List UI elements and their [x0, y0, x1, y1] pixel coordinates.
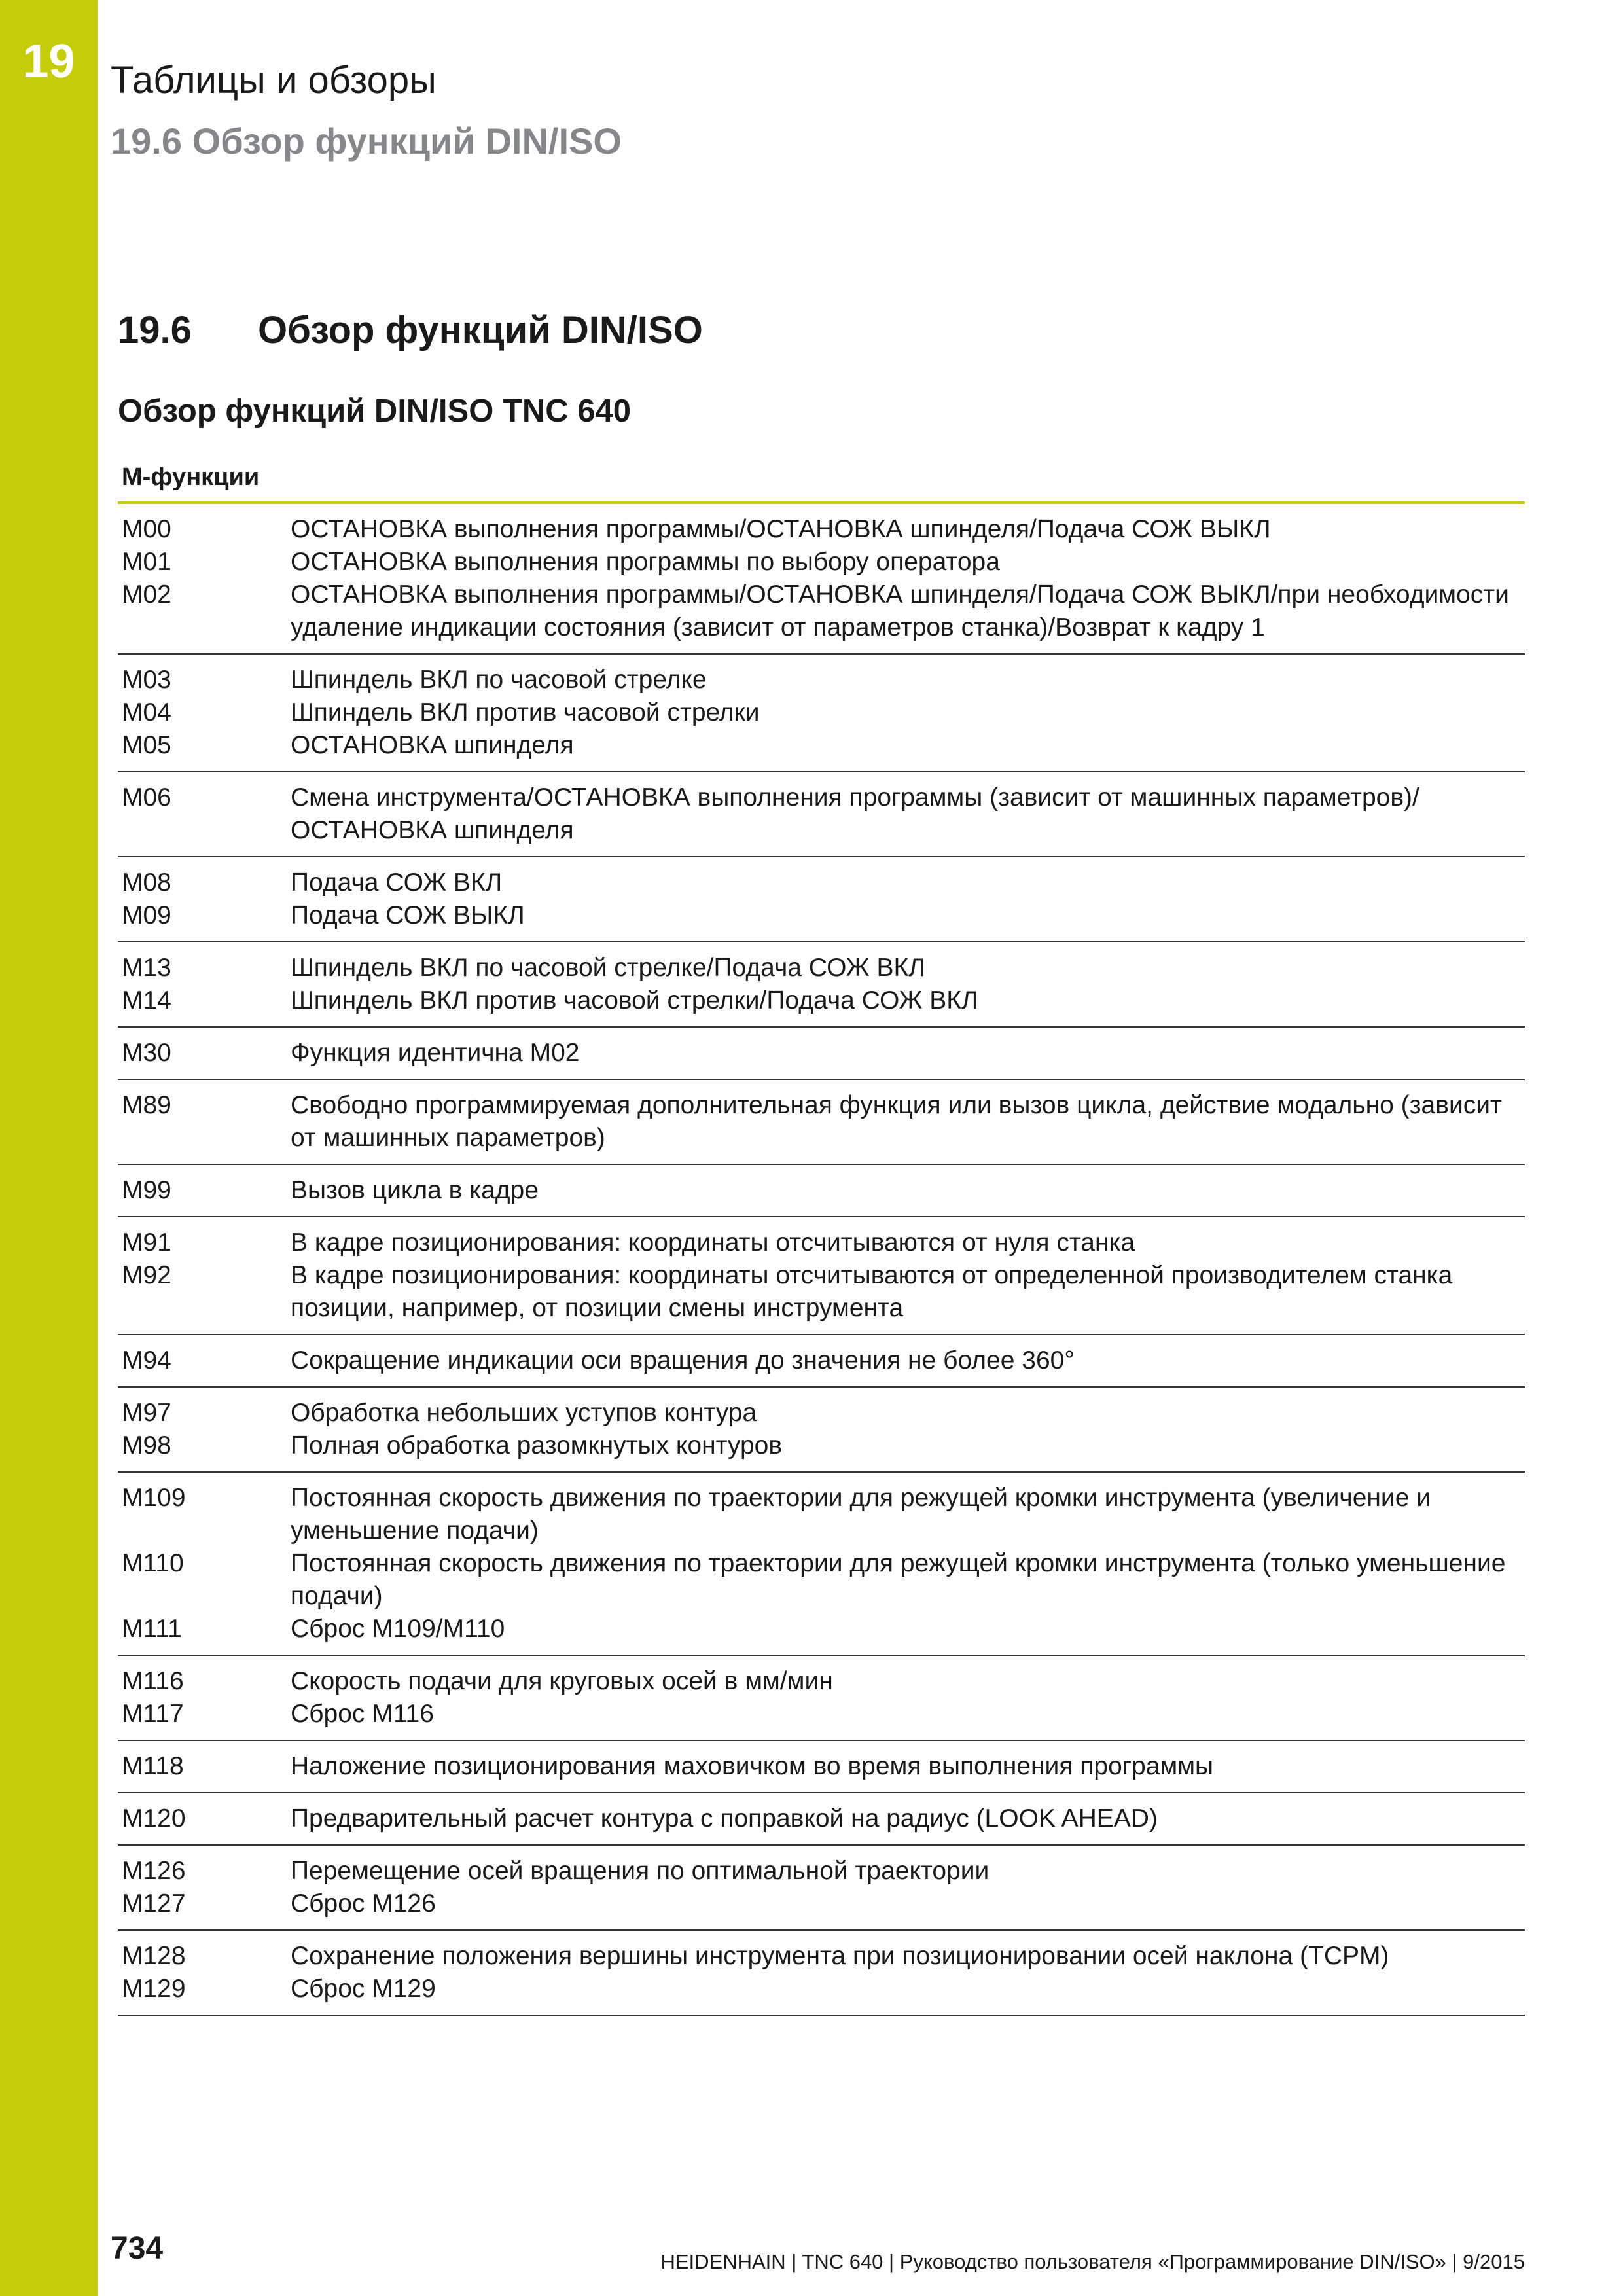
- m-function-description: ОСТАНОВКА шпинделя: [291, 731, 574, 759]
- table-row-group: [118, 1656, 1525, 1741]
- chapter-side-bar: [0, 0, 98, 2296]
- m-function-code: M14: [122, 986, 171, 1014]
- table-row-group: [118, 655, 1525, 772]
- table-row: [118, 546, 1525, 579]
- table-row: [118, 1344, 1525, 1377]
- m-function-code: M94: [122, 1346, 171, 1374]
- m-function-description: Шпиндель ВКЛ по часовой стрелке/Подача СОЖ ВКЛ: [291, 954, 925, 982]
- chapter-title: Таблицы и обзоры: [111, 59, 437, 101]
- table-row: [118, 579, 1525, 644]
- m-function-code: M13: [122, 954, 171, 982]
- table-row: [118, 1089, 1525, 1155]
- table-row-group: [118, 1388, 1525, 1473]
- m-function-description: Сброс M129: [291, 1975, 436, 2003]
- chapter-number: 19: [22, 35, 75, 88]
- m-function-code: M03: [122, 666, 171, 694]
- table-row: [118, 1613, 1525, 1645]
- m-function-code: M118: [122, 1752, 184, 1780]
- m-function-description: Обработка небольших уступов контура: [291, 1399, 757, 1427]
- m-function-code: M89: [122, 1091, 171, 1119]
- table-row-group: [118, 942, 1525, 1028]
- section-title: Обзор функций DIN/ISO: [258, 309, 703, 351]
- table-row-group: [118, 1846, 1525, 1931]
- m-function-code: M126: [122, 1857, 186, 1885]
- table-row-group: [118, 1793, 1525, 1846]
- m-function-code: M117: [122, 1700, 184, 1728]
- table-row: [118, 1750, 1525, 1783]
- table-row-group: [118, 504, 1525, 655]
- m-function-code: M00: [122, 515, 171, 543]
- footer-text: HEIDENHAIN | TNC 640 | Руководство пользователя «Программирование DIN/ISO» | 9/2015: [660, 2250, 1525, 2273]
- m-function-description: Сброс M126: [291, 1890, 436, 1918]
- table-row: [118, 1973, 1525, 2005]
- table-row: [118, 1698, 1525, 1731]
- subsection-heading: Обзор функций DIN/ISO TNC 640: [118, 393, 632, 429]
- table-row: [118, 1665, 1525, 1698]
- m-function-code: M97: [122, 1399, 171, 1427]
- table-row: [118, 1855, 1525, 1888]
- m-function-code: M127: [122, 1890, 186, 1918]
- m-function-description: Скорость подачи для круговых осей в мм/мин: [291, 1667, 833, 1695]
- table-row: [118, 1397, 1525, 1429]
- table-row-group: [118, 1028, 1525, 1080]
- m-function-code: M99: [122, 1176, 171, 1204]
- m-function-code: M05: [122, 731, 171, 759]
- table-row: [118, 664, 1525, 696]
- m-function-description: Функция идентична M02: [291, 1039, 580, 1067]
- table-row: [118, 1482, 1525, 1547]
- page-number: 734: [111, 2231, 164, 2266]
- m-function-description: Свободно программируемая дополнительная функция или вызов цикла, действие модально (зависит от машинных параметров): [291, 1091, 1502, 1152]
- m-function-code: M01: [122, 548, 171, 576]
- table-row: [118, 1259, 1525, 1325]
- m-function-description: Подача СОЖ ВКЛ: [291, 869, 503, 897]
- m-function-code: M08: [122, 869, 171, 897]
- table-row-group: [118, 857, 1525, 942]
- table-row: [118, 729, 1525, 762]
- m-function-description: Шпиндель ВКЛ по часовой стрелке: [291, 666, 707, 694]
- table-row-group: [118, 1741, 1525, 1793]
- m-function-code: M116: [122, 1667, 184, 1695]
- table-row-group: [118, 772, 1525, 857]
- m-function-code: M128: [122, 1942, 186, 1970]
- table-row: [118, 952, 1525, 984]
- table-body: [118, 504, 1525, 2016]
- table-row: [118, 1174, 1525, 1207]
- table-row-group: [118, 1165, 1525, 1217]
- m-function-code: M111: [122, 1615, 182, 1643]
- table-row-group: [118, 1335, 1525, 1388]
- m-function-code: M92: [122, 1261, 171, 1289]
- m-function-description: В кадре позиционирования: координаты отсчитываются от определенной производителем станка позиции, например, от позиции смены инструмента: [291, 1261, 1453, 1322]
- m-function-description: Сброс M109/M110: [291, 1615, 505, 1643]
- m-function-description: Сохранение положения вершины инструмента при позиционировании осей наклона (TCPM): [291, 1942, 1389, 1970]
- table-row: [118, 899, 1525, 932]
- m-function-description: Шпиндель ВКЛ против часовой стрелки/Подача СОЖ ВКЛ: [291, 986, 978, 1014]
- m-function-code: M09: [122, 901, 171, 929]
- table-row: [118, 1803, 1525, 1835]
- m-function-description: Вызов цикла в кадре: [291, 1176, 539, 1204]
- m-functions-table: [118, 458, 1525, 2016]
- m-function-description: В кадре позиционирования: координаты отсчитываются от нуля станка: [291, 1229, 1135, 1257]
- m-function-code: M110: [122, 1549, 184, 1577]
- m-function-description: Постоянная скорость движения по траектории для режущей кромки инструмента (увеличение и уменьшение подачи): [291, 1484, 1431, 1545]
- m-function-description: Полная обработка разомкнутых контуров: [291, 1431, 783, 1460]
- m-function-description: Предварительный расчет контура с поправкой на радиус (LOOK AHEAD): [291, 1804, 1158, 1833]
- table-row: [118, 781, 1525, 847]
- m-function-description: Перемещение осей вращения по оптимальной траектории: [291, 1857, 990, 1885]
- table-row-group: [118, 1080, 1525, 1165]
- table-row: [118, 867, 1525, 899]
- m-function-description: Постоянная скорость движения по траектории для режущей кромки инструмента (только уменьшение подачи): [291, 1549, 1506, 1610]
- table-row: [118, 1547, 1525, 1613]
- m-function-code: M30: [122, 1039, 171, 1067]
- table-row-group: [118, 1931, 1525, 2016]
- table-row: [118, 1227, 1525, 1259]
- table-row: [118, 1429, 1525, 1462]
- m-function-code: M129: [122, 1975, 186, 2003]
- m-function-code: M120: [122, 1804, 186, 1833]
- m-function-code: M02: [122, 581, 171, 609]
- section-number: 19.6: [118, 309, 192, 351]
- m-function-description: Сброс M116: [291, 1700, 434, 1728]
- m-function-code: M91: [122, 1229, 171, 1257]
- m-function-description: ОСТАНОВКА выполнения программы/ОСТАНОВКА шпинделя/Подача СОЖ ВЫКЛ: [291, 515, 1271, 543]
- table-row-group: [118, 1217, 1525, 1335]
- table-row: [118, 1888, 1525, 1920]
- table-row: [118, 984, 1525, 1017]
- chapter-subtitle: 19.6 Обзор функций DIN/ISO: [111, 120, 622, 162]
- table-row-group: [118, 1473, 1525, 1656]
- table-row: [118, 696, 1525, 729]
- table-row: [118, 1940, 1525, 1973]
- table-header: M-функции: [118, 458, 1525, 504]
- section-heading: [118, 309, 703, 351]
- m-function-description: Шпиндель ВКЛ против часовой стрелки: [291, 698, 760, 726]
- m-function-code: M98: [122, 1431, 171, 1460]
- m-function-code: M06: [122, 783, 171, 812]
- table-row: [118, 513, 1525, 546]
- m-function-description: ОСТАНОВКА выполнения программы по выбору оператора: [291, 548, 1000, 576]
- m-function-code: M109: [122, 1484, 186, 1512]
- m-function-description: Сокращение индикации оси вращения до значения не более 360°: [291, 1346, 1075, 1374]
- m-function-description: Подача СОЖ ВЫКЛ: [291, 901, 525, 929]
- m-function-description: Смена инструмента/ОСТАНОВКА выполнения программы (зависит от машинных параметров)/ОСТАНОВКА шпинделя: [291, 783, 1419, 844]
- m-function-description: Наложение позиционирования маховичком во время выполнения программы: [291, 1752, 1214, 1780]
- table-row: [118, 1037, 1525, 1069]
- m-function-code: M04: [122, 698, 171, 726]
- m-function-description: ОСТАНОВКА выполнения программы/ОСТАНОВКА шпинделя/Подача СОЖ ВЫКЛ/при необходимости удаление индикации состояния (зависит от параметров станка)/Возврат к кадру 1: [291, 581, 1509, 641]
